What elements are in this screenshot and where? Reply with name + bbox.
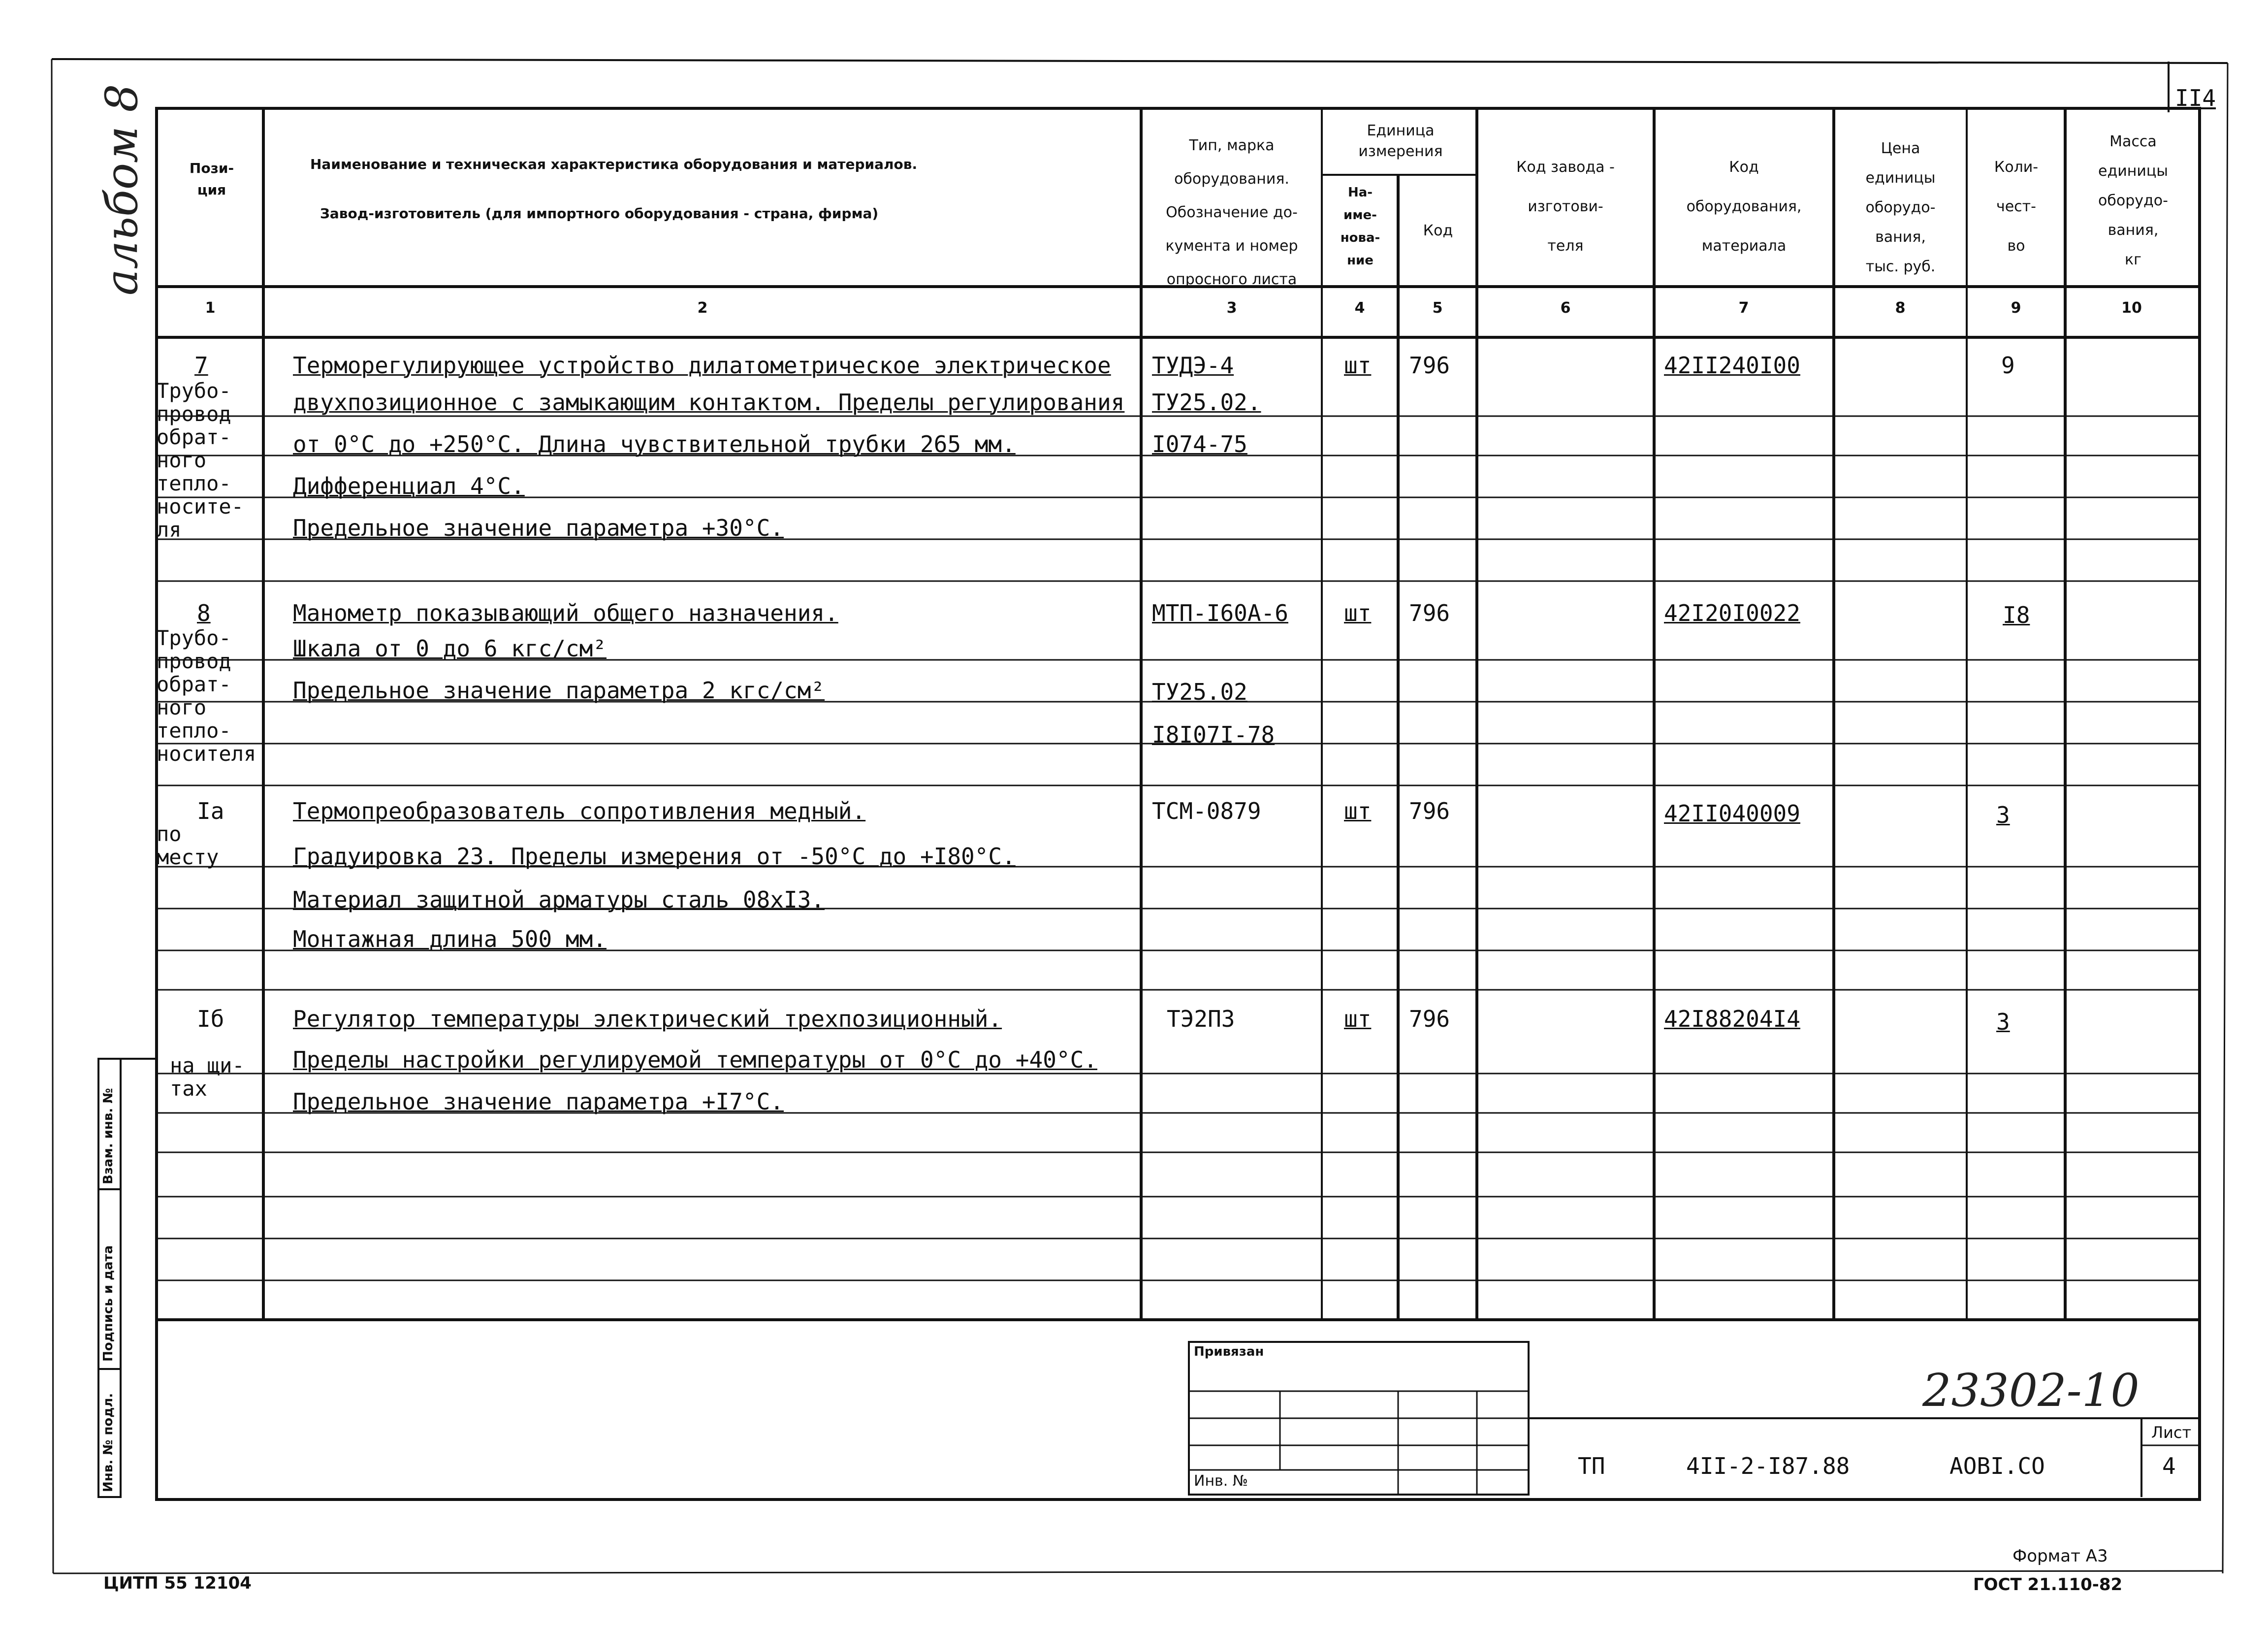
item-quantity: 3 [1996,1009,2010,1035]
footer-left-code: ЦИТП 55 12104 [103,1573,252,1593]
column-number: 3 [1226,299,1237,317]
doc-code: 4II-2-I87.88 [1686,1453,1850,1479]
item-description-line: Манометр показывающий общего назначения. [293,600,838,626]
item-equipment-code: 42II040009 [1664,800,1800,827]
column-number: 6 [1560,299,1571,317]
item-unit-name: шт [1344,352,1372,379]
item-description-line: Монтажная длина 500 мм. [293,926,607,952]
item-type-line: ТУ25.02. [1152,389,1261,416]
item-position: Iа [197,798,224,824]
header-name-line1: Наименование и техническая характеристика оборудования и материалов. [310,156,918,172]
item-description-line: Предельное значение параметра 2 кгс/см² [293,677,825,704]
column-number: 5 [1432,299,1443,317]
item-description-line: Материал защитной арматуры сталь 08хI3. [293,886,825,913]
sheet-number-top: II4 [2175,85,2216,111]
item-type-line: I074-75 [1152,431,1247,457]
item-description-line: Предельное значение параметра +30°С. [293,515,784,541]
doc-prefix: ТП [1578,1453,1605,1479]
item-description-line: от 0°С до +250°С. Длина чувствительной трубки 265 мм. [293,431,1016,457]
item-description-line: Предельное значение параметра +I7°С. [293,1088,784,1115]
header-price: Цена единицы оборудо- вания, тыс. руб. [1865,140,1936,275]
column-number: 10 [2121,299,2142,317]
item-type-line: ТУДЭ-4 [1152,352,1234,379]
footer-gost: ГОСТ 21.110-82 [1973,1575,2123,1595]
item-description-line: Шкала от 0 до 6 кгс/см² [293,635,607,662]
item-type-line: ТСМ-0879 [1152,798,1261,824]
header-unit-code: Код [1423,222,1453,239]
item-unit-name: шт [1344,798,1372,824]
album-note: альбом 8 [96,84,148,295]
sheet-number: 4 [2162,1453,2176,1479]
item-unit-code: 796 [1409,1006,1450,1032]
header-mass: Масса единицы оборудо- вания, кг [2098,133,2168,268]
side-stamp-signature-date: Подпись и дата [101,1245,116,1362]
item-position-note: Трубо- провод обрат- ного тепло- носителя [157,626,256,766]
inv-no-label: Инв. № [1194,1472,1248,1490]
item-quantity: 3 [1996,802,2010,828]
item-quantity: 9 [2001,352,2015,379]
column-number: 9 [2011,299,2021,317]
doc-suffix: АОВI.СО [1949,1453,2045,1479]
header-equipment-code: Код оборудования, материала [1686,159,1802,255]
item-description-line: Термопреобразователь сопротивления медный. [293,798,866,824]
item-position: 7 [194,352,208,379]
item-description-line: Дифференциал 4°С. [293,473,525,499]
sheet-label: Лист [2151,1423,2192,1442]
item-unit-code: 796 [1409,352,1450,379]
item-type-line: ТЭ2П3 [1167,1006,1235,1032]
item-description-line: двухпозиционное с замыкающим контактом. Пределы регулирования [293,389,1125,416]
column-number: 8 [1895,299,1906,317]
header-unit-group: Единица измерения [1358,122,1443,160]
column-number: 4 [1354,299,1365,317]
item-equipment-code: 42I88204I4 [1664,1006,1800,1032]
linked-label: Привязан [1194,1344,1264,1359]
item-description-line: Градуировка 23. Пределы измерения от -50°С до +I80°С. [293,843,1016,870]
item-type-line: I8I07I-78 [1152,721,1275,748]
item-unit-code: 796 [1409,798,1450,824]
footer-format: Формат А3 [2012,1546,2108,1566]
item-quantity: I8 [2003,602,2030,628]
side-stamp-replacement-inv: Взам. инв. № [101,1088,116,1184]
header-type: Тип, марка оборудования. Обозначение до- кумента и номер опросного листа [1165,137,1298,288]
item-equipment-code: 42I20I0022 [1664,600,1800,626]
item-description-line: Регулятор температуры электрический трехпозиционный. [293,1006,1002,1032]
header-position: Пози- ция [189,160,234,198]
item-type-line: МТП-I60А-6 [1152,600,1288,626]
item-unit-name: шт [1344,1006,1372,1032]
item-unit-code: 796 [1409,600,1450,626]
header-name-line2: Завод-изготовитель (для импортного оборудования - страна, фирма) [320,205,879,222]
side-stamp-inv-original: Инв. № подл. [101,1393,116,1492]
item-type-line: ТУ25.02 [1152,679,1247,705]
item-unit-name: шт [1344,600,1372,626]
column-number: 1 [205,299,216,317]
item-position-note: по месту [157,822,219,869]
item-position: 8 [197,600,211,626]
item-description-line: Пределы настройки регулируемой температуры от 0°С до +40°С. [293,1046,1097,1073]
column-number: 7 [1738,299,1749,317]
item-position: Iб [197,1006,224,1032]
item-position-note: на щи- тах [170,1053,245,1101]
item-description-line: Терморегулирующее устройство дилатометрическое электрическое [293,352,1111,379]
header-quantity: Коли- чест- во [1994,159,2039,255]
header-plant-code: Код завода - изготови- теля [1516,159,1615,255]
item-position-note: Трубо- провод обрат- ного тепло- носите- ля [157,379,244,542]
handwritten-number: 23302-10 [1922,1364,2140,1417]
column-number: 2 [697,299,708,317]
item-equipment-code: 42II240I00 [1664,352,1800,379]
header-unit-name: На- име- нова- ние [1340,185,1380,268]
